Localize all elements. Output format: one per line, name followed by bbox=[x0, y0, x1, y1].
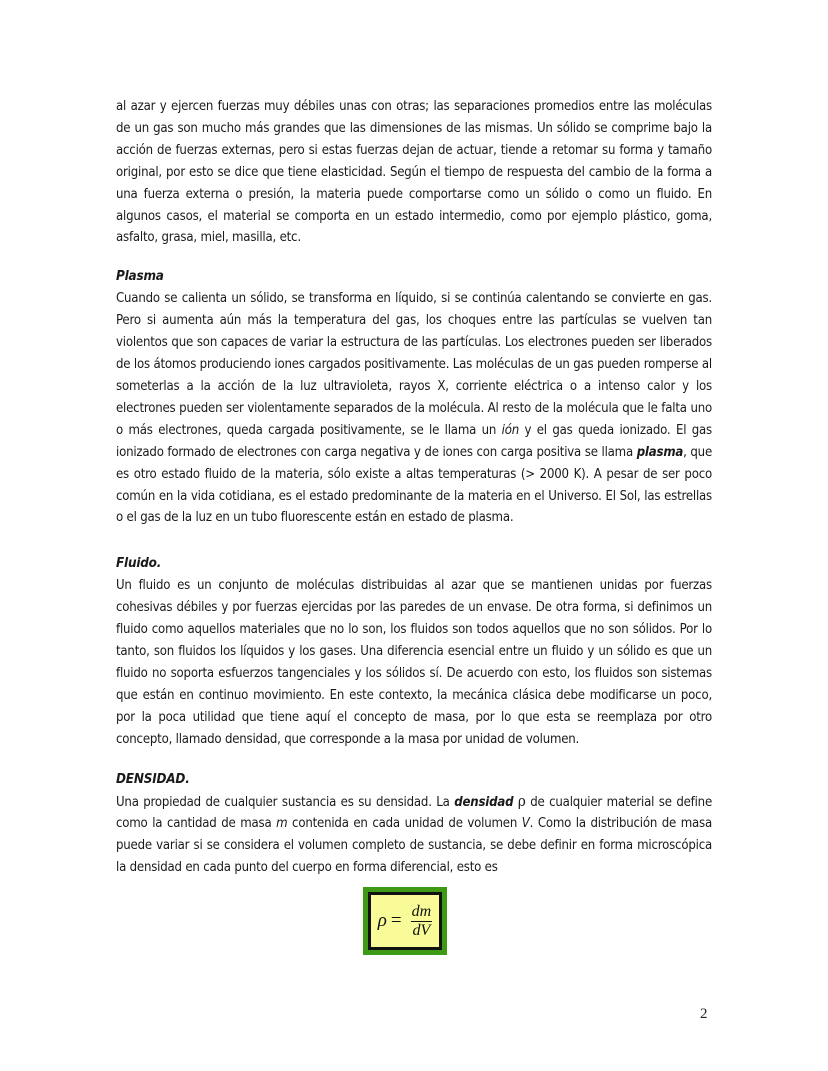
page-content bbox=[116, 96, 712, 879]
rho-symbol: ρ bbox=[517, 791, 526, 810]
plasma-heading: Plasma bbox=[116, 269, 164, 285]
formula-denominator: dV bbox=[412, 921, 431, 939]
fluido-heading: Fluido. bbox=[116, 556, 162, 572]
intro-paragraph: al azar y ejercen fuerzas muy débiles unas con otras; las separaciones promedios entre las moléculas de un gas son mucho más grandes que las dimensiones de las mismas. Un sólido se comprime bajo la acción de fuerzas externas, pero si estas fuerzas dejan de actuar, tiende a retomar su forma y tamaño original, por esto se dice que tiene elasticidad. Según el tiempo de respuesta del cambio de la forma a una fuerza externa o presión, la materia puede comportarse como un sólido o como un fluido. En algunos casos, el material se comporta en un estado intermedio, como por ejemplo plástico, goma, asfalto, grasa, miel, masilla, etc. bbox=[116, 99, 712, 246]
volume-variable: V bbox=[521, 816, 530, 832]
mass-variable: m bbox=[276, 816, 288, 832]
page-number: 2 bbox=[700, 1006, 708, 1022]
densidad-term: densidad bbox=[454, 794, 514, 810]
formula-equals: = bbox=[390, 910, 402, 931]
densidad-heading: DENSIDAD. bbox=[116, 771, 190, 787]
density-formula bbox=[368, 892, 442, 950]
ion-term: ión bbox=[501, 422, 519, 438]
densidad-paragraph: Una propiedad de cualquier sustancia es su densidad. La densidad ρ de cualquier material se define como la cantidad de masa m contenida en cada unidad de volumen V. Como la distribución de masa puede variar si se considera el volumen completo de sustancia, se debe definir en forma microscópica la densidad en cada punto del cuerpo en forma diferencial, esto es bbox=[116, 791, 713, 876]
density-formula-box bbox=[363, 887, 447, 955]
formula-numerator: dm bbox=[411, 902, 432, 920]
formula-fraction bbox=[411, 903, 433, 940]
formula-rho: ρ bbox=[377, 910, 387, 931]
fluido-paragraph: Un fluido es un conjunto de moléculas distribuidas al azar que se mantienen unidas por fuerzas cohesivas débiles y por fuerzas ejercidas por las paredes de un envase. De otra forma, si definimos un fluido como aquellos materiales que no lo son, los fluidos son todos aquellos que no son sólidos. Por lo tanto, son fluidos los líquidos y los gases. Una diferencia esencial entre un fluido y un sólido es que un fluido no soporta esfuerzos tangenciales y los sólidos sí. De acuerdo con esto, los fluidos son sistemas que están en continuo movimiento. En este contexto, la mecánica clásica debe modificarse un poco, por la poca utilidad que tiene aquí el concepto de masa, por lo que esta se reemplaza por otro concepto, llamado densidad, que corresponde a la masa por unidad de volumen. bbox=[116, 578, 712, 747]
plasma-term: plasma bbox=[636, 444, 684, 460]
plasma-paragraph: Cuando se calienta un sólido, se transforma en líquido, si se continúa calentando se convierte en gas. Pero si aumenta aún más la temperatura del gas, los choques entre las partículas se vuelven tan violentos que son capaces de variar la estructura de las partículas. Los electrones pueden ser liberados de los átomos produciendo iones cargados positivamente. Las moléculas de un gas pueden romperse al someterlas a la acción de la luz ultravioleta, rayos X, corriente eléctrica o a intenso calor y los electrones pueden ser violentamente separados de la molécula. Al resto de la molécula que le falta uno o más electrones, queda cargada positivamente, se le llama un ión y el gas queda ionizado. El gas ionizado formado de electrones con carga negativa y de iones con carga positiva se llama plasma, que es otro estado fluido de la materia, sólo existe a altas temperaturas (> 2000 K). A pesar de ser poco común en la vida cotidiana, es el estado predominante de la materia en el Universo. El Sol, las estrellas o el gas de la luz en un tubo fluorescente están en estado de plasma. bbox=[116, 291, 712, 526]
